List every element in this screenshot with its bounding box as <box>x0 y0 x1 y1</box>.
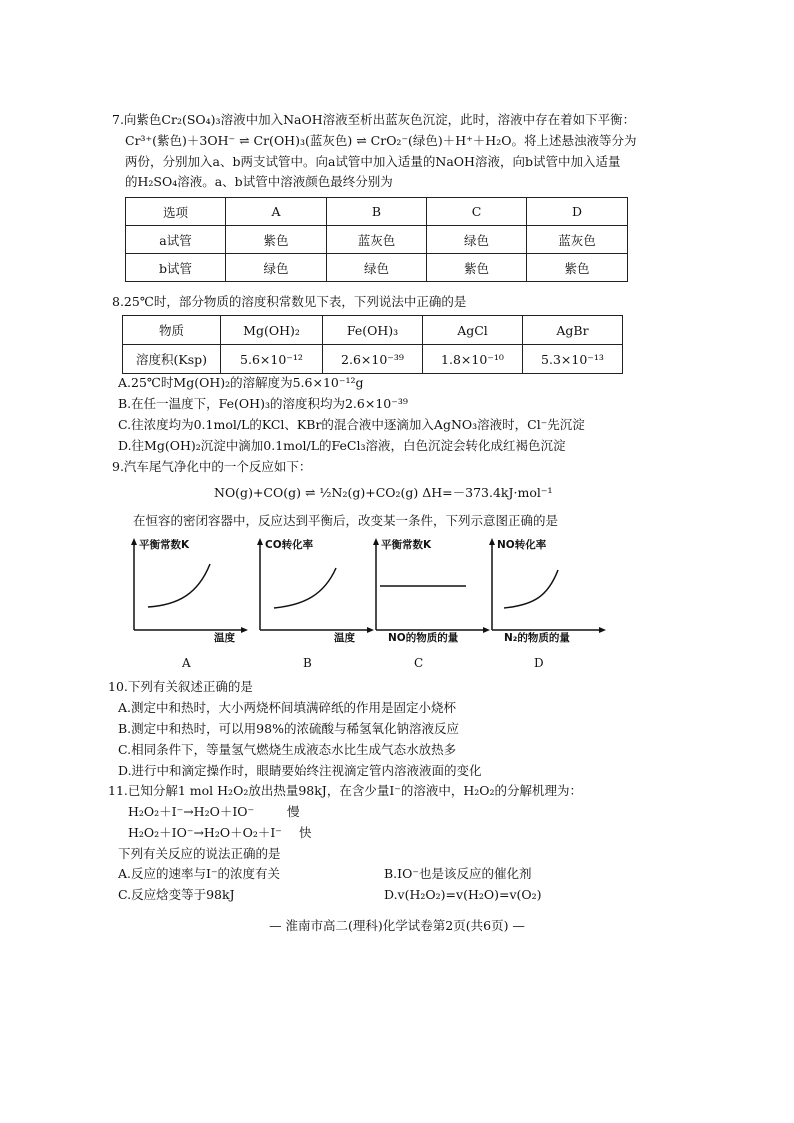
graph-a <box>130 538 248 644</box>
q11-option-d: D.v(H₂O₂)=v(H₂O)=v(O₂) <box>384 887 542 902</box>
q11-option-c: C.反应焓变等于98kJ <box>118 887 235 902</box>
table-row <box>126 226 628 254</box>
graph-d-letter: D <box>534 656 544 670</box>
q10-stem: 10.下列有关叙述正确的是 <box>108 679 253 694</box>
q10-option-a: A.测定中和热时，大小两烧杯间填满碎纸的作用是固定小烧杯 <box>118 700 457 715</box>
q8-option-a: A.25℃时Mg(OH)₂的溶解度为5.6×10⁻¹²g <box>118 375 364 390</box>
table-row <box>123 345 623 374</box>
graph-b-letter: B <box>303 656 312 670</box>
table-row <box>126 254 628 282</box>
table-header-cell: Mg(OH)₂ <box>221 316 323 345</box>
table-cell: 绿色 <box>427 226 527 254</box>
table-header-cell: AgCl <box>423 316 523 345</box>
q9-stem: 9.汽车尾气净化中的一个反应如下： <box>112 459 312 474</box>
graph-d <box>488 538 606 644</box>
graph-a-letter: A <box>182 656 191 670</box>
graph-c-xlabel: NO的物质的量 <box>388 632 459 644</box>
q11-step-2-rate: 快 <box>299 825 312 840</box>
table-cell: 2.6×10⁻³⁹ <box>323 345 423 374</box>
q8-option-b: B.在任一温度下，Fe(OH)₃的溶度积均为2.6×10⁻³⁹ <box>118 396 408 411</box>
table-header-cell: 选项 <box>126 198 226 226</box>
curve-increasing <box>148 564 210 607</box>
q11-step-1: H₂O₂＋I⁻→H₂O＋IO⁻ <box>128 804 255 819</box>
graph-b <box>256 538 374 644</box>
q10-option-b: B.测定中和热时，可以用98%的浓硫酸与稀氢氧化钠溶液反应 <box>118 721 459 736</box>
table-header-cell: Fe(OH)₃ <box>323 316 423 345</box>
q10-option-d: D.进行中和滴定操作时，眼睛要始终注视滴定管内溶液液面的变化 <box>118 763 482 778</box>
table-row <box>123 316 623 345</box>
graph-d-ylabel: NO转化率 <box>497 539 547 551</box>
q10-option-c: C.相同条件下，等量氢气燃烧生成液态水比生成气态水放热多 <box>118 742 457 757</box>
q8-option-d: D.往Mg(OH)₂沉淀中滴加0.1mol/L的FeCl₃溶液，白色沉淀会转化成红褐色沉淀 <box>118 438 566 453</box>
table-header-cell: C <box>427 198 527 226</box>
q7-line-4: 的H₂SO₄溶液。a、b试管中溶液颜色最终分别为 <box>125 174 393 189</box>
q7-line-1: 7.向紫色Cr₂(SO₄)₃溶液中加入NaOH溶液至析出蓝灰色沉淀，此时，溶液中存在着如下平衡： <box>112 112 636 127</box>
graph-d-plot <box>488 538 606 640</box>
graph-b-ylabel: CO转化率 <box>265 539 314 551</box>
q11-option-a: A.反应的速率与I⁻的浓度有关 <box>118 866 281 881</box>
table-cell: 紫色 <box>427 254 527 282</box>
graph-c-letter: C <box>414 656 424 670</box>
table-cell: 紫色 <box>527 254 628 282</box>
q11-question: 下列有关反应的说法正确的是 <box>118 846 281 861</box>
graph-c-plot <box>372 538 490 640</box>
q8-option-c: C.往浓度均为0.1mol/L的KCl、KBr的混合液中逐滴加入AgNO₃溶液时，Cl⁻先沉淀 <box>118 417 585 432</box>
table-header-cell: B <box>327 198 427 226</box>
q11-stem: 11.已知分解1 mol H₂O₂放出热量98kJ，在含少量I⁻的溶液中，H₂O₂的分解机理为： <box>108 783 583 798</box>
q8-stem: 8.25℃时，部分物质的溶度积常数见下表，下列说法中正确的是 <box>112 294 467 309</box>
table-header-cell: D <box>527 198 628 226</box>
table-cell: 蓝灰色 <box>327 226 427 254</box>
table-cell: b试管 <box>126 254 226 282</box>
table-cell: 5.6×10⁻¹² <box>221 345 323 374</box>
graph-a-xlabel: 温度 <box>214 632 235 644</box>
table-cell: 蓝灰色 <box>527 226 628 254</box>
table-cell: 5.3×10⁻¹³ <box>523 345 623 374</box>
q11-option-b: B.IO⁻也是该反应的催化剂 <box>384 866 532 881</box>
table-cell: 1.8×10⁻¹⁰ <box>423 345 523 374</box>
q8-ksp-table <box>122 315 623 374</box>
graph-b-xlabel: 温度 <box>334 632 355 644</box>
graph-c-ylabel: 平衡常数K <box>381 539 432 551</box>
graph-a-plot <box>130 538 248 640</box>
page-footer: — 淮南市高二(理科)化学试卷第2页(共6页) — <box>269 918 525 933</box>
q11-step-1-rate: 慢 <box>287 804 300 819</box>
curve-increasing <box>274 568 336 608</box>
table-cell: a试管 <box>126 226 226 254</box>
q7-line-2: Cr³⁺(紫色)＋3OH⁻ ⇌ Cr(OH)₃(蓝灰色) ⇌ CrO₂⁻(绿色)＋H⁺＋H₂O。将上述悬浊液等分为 <box>125 133 637 148</box>
q7-line-3: 两份，分别加入a、b两支试管中。向a试管中加入适量的NaOH溶液，向b试管中加入适量 <box>125 154 621 169</box>
q11-step-2: H₂O₂＋IO⁻→H₂O＋O₂＋I⁻ <box>128 825 282 840</box>
graph-a-ylabel: 平衡常数K <box>139 539 190 551</box>
table-header-cell: 物质 <box>123 316 221 345</box>
table-cell: 绿色 <box>327 254 427 282</box>
graph-d-xlabel: N₂的物质的量 <box>504 632 570 644</box>
table-header-cell: A <box>226 198 327 226</box>
q7-answer-table <box>125 197 628 282</box>
table-header-cell: AgBr <box>523 316 623 345</box>
table-cell: 绿色 <box>226 254 327 282</box>
graph-b-plot <box>256 538 374 640</box>
q9-question: 在恒容的密闭容器中，反应达到平衡后，改变某一条件，下列示意图正确的是 <box>133 513 559 528</box>
curve-increasing <box>504 570 558 608</box>
table-row <box>126 198 628 226</box>
table-cell: 紫色 <box>226 226 327 254</box>
graph-c <box>372 538 490 644</box>
table-cell: 溶度积(Ksp) <box>123 345 221 374</box>
q9-equation: NO(g)+CO(g) ⇌ ½N₂(g)+CO₂(g) ΔH=－373.4kJ·mol⁻¹ <box>214 485 553 500</box>
